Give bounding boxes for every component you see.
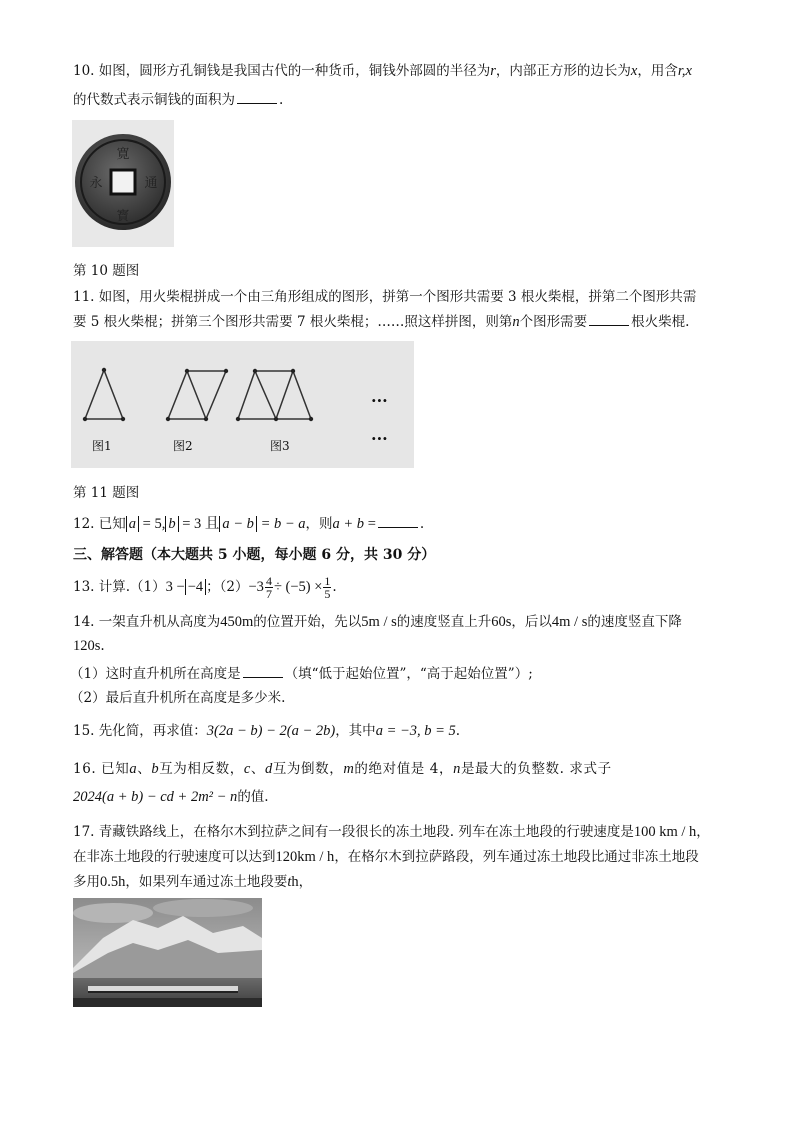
svg-text:寛: 寛	[116, 147, 130, 162]
section-3-heading: 三、解答题（本大题共 5 小题，每小题 6 分，共 30 分）	[73, 547, 436, 563]
q17-line2: 在非冻土地段的行驶速度可以达到120km / h，在格尔木到拉萨路段，列车通过冻土地段比通过非冻土地段	[73, 849, 699, 865]
q14-part2: （2）最后直升机所在高度是多少米.	[70, 690, 286, 706]
svg-text:永: 永	[89, 176, 103, 191]
svg-text:通: 通	[144, 176, 158, 191]
svg-text:寳: 寳	[116, 209, 130, 224]
answer-blank	[243, 664, 283, 678]
q12-line: 12. 已知 a = 5, b = 3 且 a − b = b − a，则a + b = .	[73, 516, 425, 532]
answer-blank	[378, 514, 418, 528]
ellipsis-bottom: ···	[371, 429, 388, 448]
q16-line2: 2024(a + b) − cd + 2m² − n的值.	[73, 789, 269, 805]
matchstick-figure	[71, 341, 414, 468]
q11-caption: 第 11 题图	[73, 485, 140, 501]
fig-label-1: 图1	[92, 439, 112, 453]
q17-line1: 17. 青藏铁路线上，在格尔木到拉萨之间有一段很长的冻土地段. 列车在冻土地段的行驶速度是100 km / h，	[73, 824, 710, 840]
q10-caption: 第 10 题图	[73, 263, 140, 279]
ellipsis-top: ···	[371, 391, 388, 410]
answer-blank	[589, 312, 629, 326]
q16-line1: 16. 已知a、b互为相反数，c、d互为倒数，m的绝对值是 4，n是最大的负整数. 求式子	[73, 761, 612, 777]
q10-line1: 10. 如图，圆形方孔铜钱是我国古代的一种货币，铜钱外部圆的半径为r，内部正方形的边长为x，用含r,x	[73, 63, 692, 79]
coin-image	[72, 120, 174, 247]
q15-line: 15. 先化简，再求值：3(2a − b) − 2(a − 2b)，其中a = −3, b = 5.	[73, 723, 461, 739]
q11-line2: 要 5 根火柴棍；拼第三个图形共需要 7 根火柴棍；……照这样拼图，则第n个图形需要 根火柴棍.	[73, 314, 690, 330]
answer-blank	[237, 90, 277, 104]
q17-line3: 多用0.5h，如果列车通过冻土地段要th，	[73, 874, 313, 890]
fig-label-2: 图2	[173, 439, 193, 453]
q14-part1: （1）这时直升机所在高度是 （填“低于起始位置”，“高于起始位置”）;	[70, 666, 533, 682]
fig-label-3: 图3	[270, 439, 290, 453]
q14-line2: 120s.	[73, 638, 105, 654]
q14-line1: 14. 一架直升机从高度为450m的位置开始，先以5m / s的速度竖直上升60s，后以4m / s的速度竖直下降	[73, 614, 682, 630]
q10-line2: 的代数式表示铜钱的面积为 .	[73, 92, 284, 108]
train-photo	[73, 898, 262, 1007]
q13-line: 13. 计算.（1）3 − −4 ；（2）−3 $\frac{4}{7}$ ÷ (−5) × $\frac{1}{5}$ .	[73, 574, 337, 601]
fraction-4-7: $\frac{4}{7}$	[265, 574, 272, 601]
fraction-1-5: $\frac{1}{5}$	[324, 574, 331, 601]
q11-line1: 11. 如图，用火柴棍拼成一个由三角形组成的图形，拼第一个图形共需要 3 根火柴棍，拼第二个图形共需	[73, 289, 697, 305]
